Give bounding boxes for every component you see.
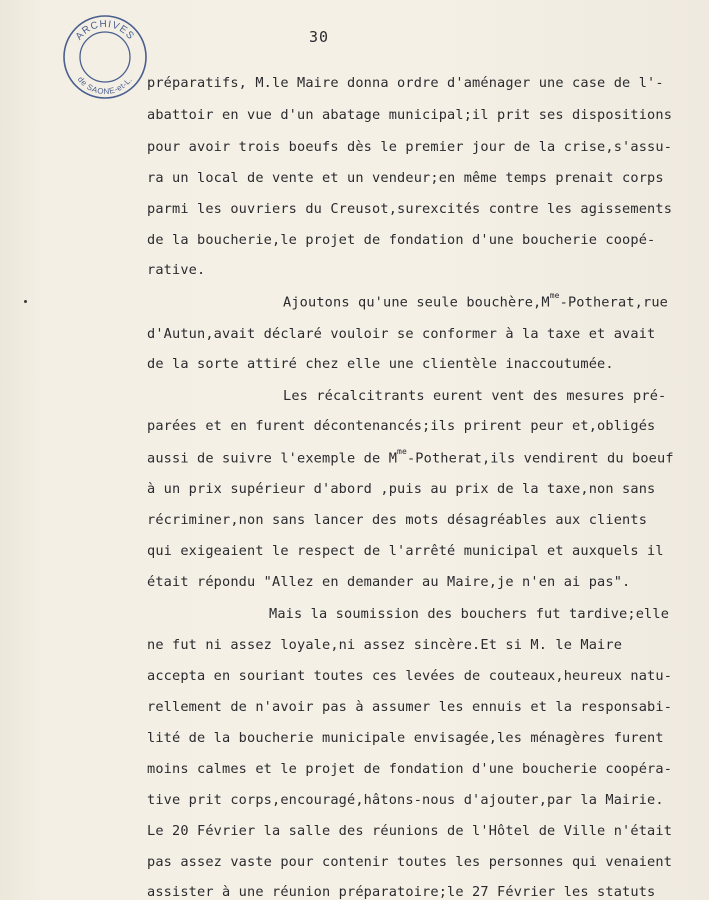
superscript-me: me: [397, 447, 407, 456]
text-line-6: de la boucherie,le projet de fondation d'une boucherie coopé-: [147, 232, 656, 248]
text-line-20: accepta en souriant toutes ces levées de couteaux,heureux natu-: [147, 668, 673, 684]
stamp-outer-text: ARCHIVES: [73, 18, 137, 43]
text-line-10: de la sorte attiré chez elle une clientèle inaccoutumée.: [147, 356, 614, 372]
text-line-8: [283, 291, 668, 311]
text-line-3: pour avoir trois boeufs dès le premier jour de la crise,s'assu-: [147, 139, 673, 155]
text-line-27: assister à une réunion préparatoire;le 27 Février les statuts: [147, 884, 656, 900]
text-line-16: qui exigeaient le respect de l'arrêté municipal et auxquels il: [147, 543, 664, 559]
text-line-13: [147, 447, 674, 467]
text-line-7: rative.: [147, 262, 206, 278]
text-line-11: Les récalcitrants eurent vent des mesures pré-: [283, 388, 667, 404]
text-line-8-end: -Potherat,rue: [559, 294, 668, 311]
text-line-18: Mais la soumission des bouchers fut tardive;elle: [269, 606, 670, 622]
text-line-4: ra un local de vente et un vendeur;en même temps prenait corps: [147, 170, 664, 186]
text-line-26: pas assez vaste pour contenir toutes les personnes qui venaient: [147, 854, 673, 870]
text-line-17: était répondu "Allez en demander au Maire,je n'en ai pas".: [147, 574, 631, 590]
text-line-5: parmi les ouvriers du Creusot,surexcités contre les agissements: [147, 201, 673, 217]
text-line-13-start: aussi de suivre l'exemple de M: [147, 450, 398, 467]
page-number: 30: [309, 28, 330, 46]
text-line-13-end: -Potherat,ils vendirent du boeuf: [406, 450, 674, 467]
stamp-inner-text: de SAONE-et-L.: [75, 74, 135, 97]
text-line-23: moins calmes et le projet de fondation d'une boucherie coopéra-: [147, 761, 673, 777]
archives-stamp: [62, 14, 148, 100]
paper-speck: [24, 300, 27, 303]
text-line-19: ne fut ni assez loyale,ni assez sincère.Et si M. le Maire: [147, 637, 623, 653]
text-line-14: à un prix supérieur d'abord ,puis au prix de la taxe,non sans: [147, 481, 656, 497]
text-line-1: préparatifs, M.le Maire donna ordre d'aménager une case de l'-: [147, 75, 664, 91]
text-line-15: récriminer,non sans lancer des mots désagréables aux clients: [147, 512, 648, 528]
superscript-me: me: [549, 291, 560, 300]
text-line-9: d'Autun,avait déclaré vouloir se conformer à la taxe et avait: [147, 326, 656, 342]
text-line-12: parées et en furent décontenancés;ils prirent peur et,obligés: [147, 418, 656, 434]
text-line-8-start: Ajoutons qu'une seule bouchère,M: [283, 294, 550, 311]
text-line-21: rellement de n'avoir pas à assumer les ennuis et la responsabi-: [147, 699, 673, 715]
text-line-2: abattoir en vue d'un abatage municipal;il prit ses dispositions: [147, 107, 673, 123]
text-line-24: tive prit corps,encouragé,hâtons-nous d'ajouter,par la Mairie.: [147, 792, 664, 808]
text-line-25: Le 20 Février la salle des réunions de l'Hôtel de Ville n'était: [147, 823, 673, 839]
text-line-22: lité de la boucherie municipale envisagée,les ménagères furent: [147, 730, 664, 746]
